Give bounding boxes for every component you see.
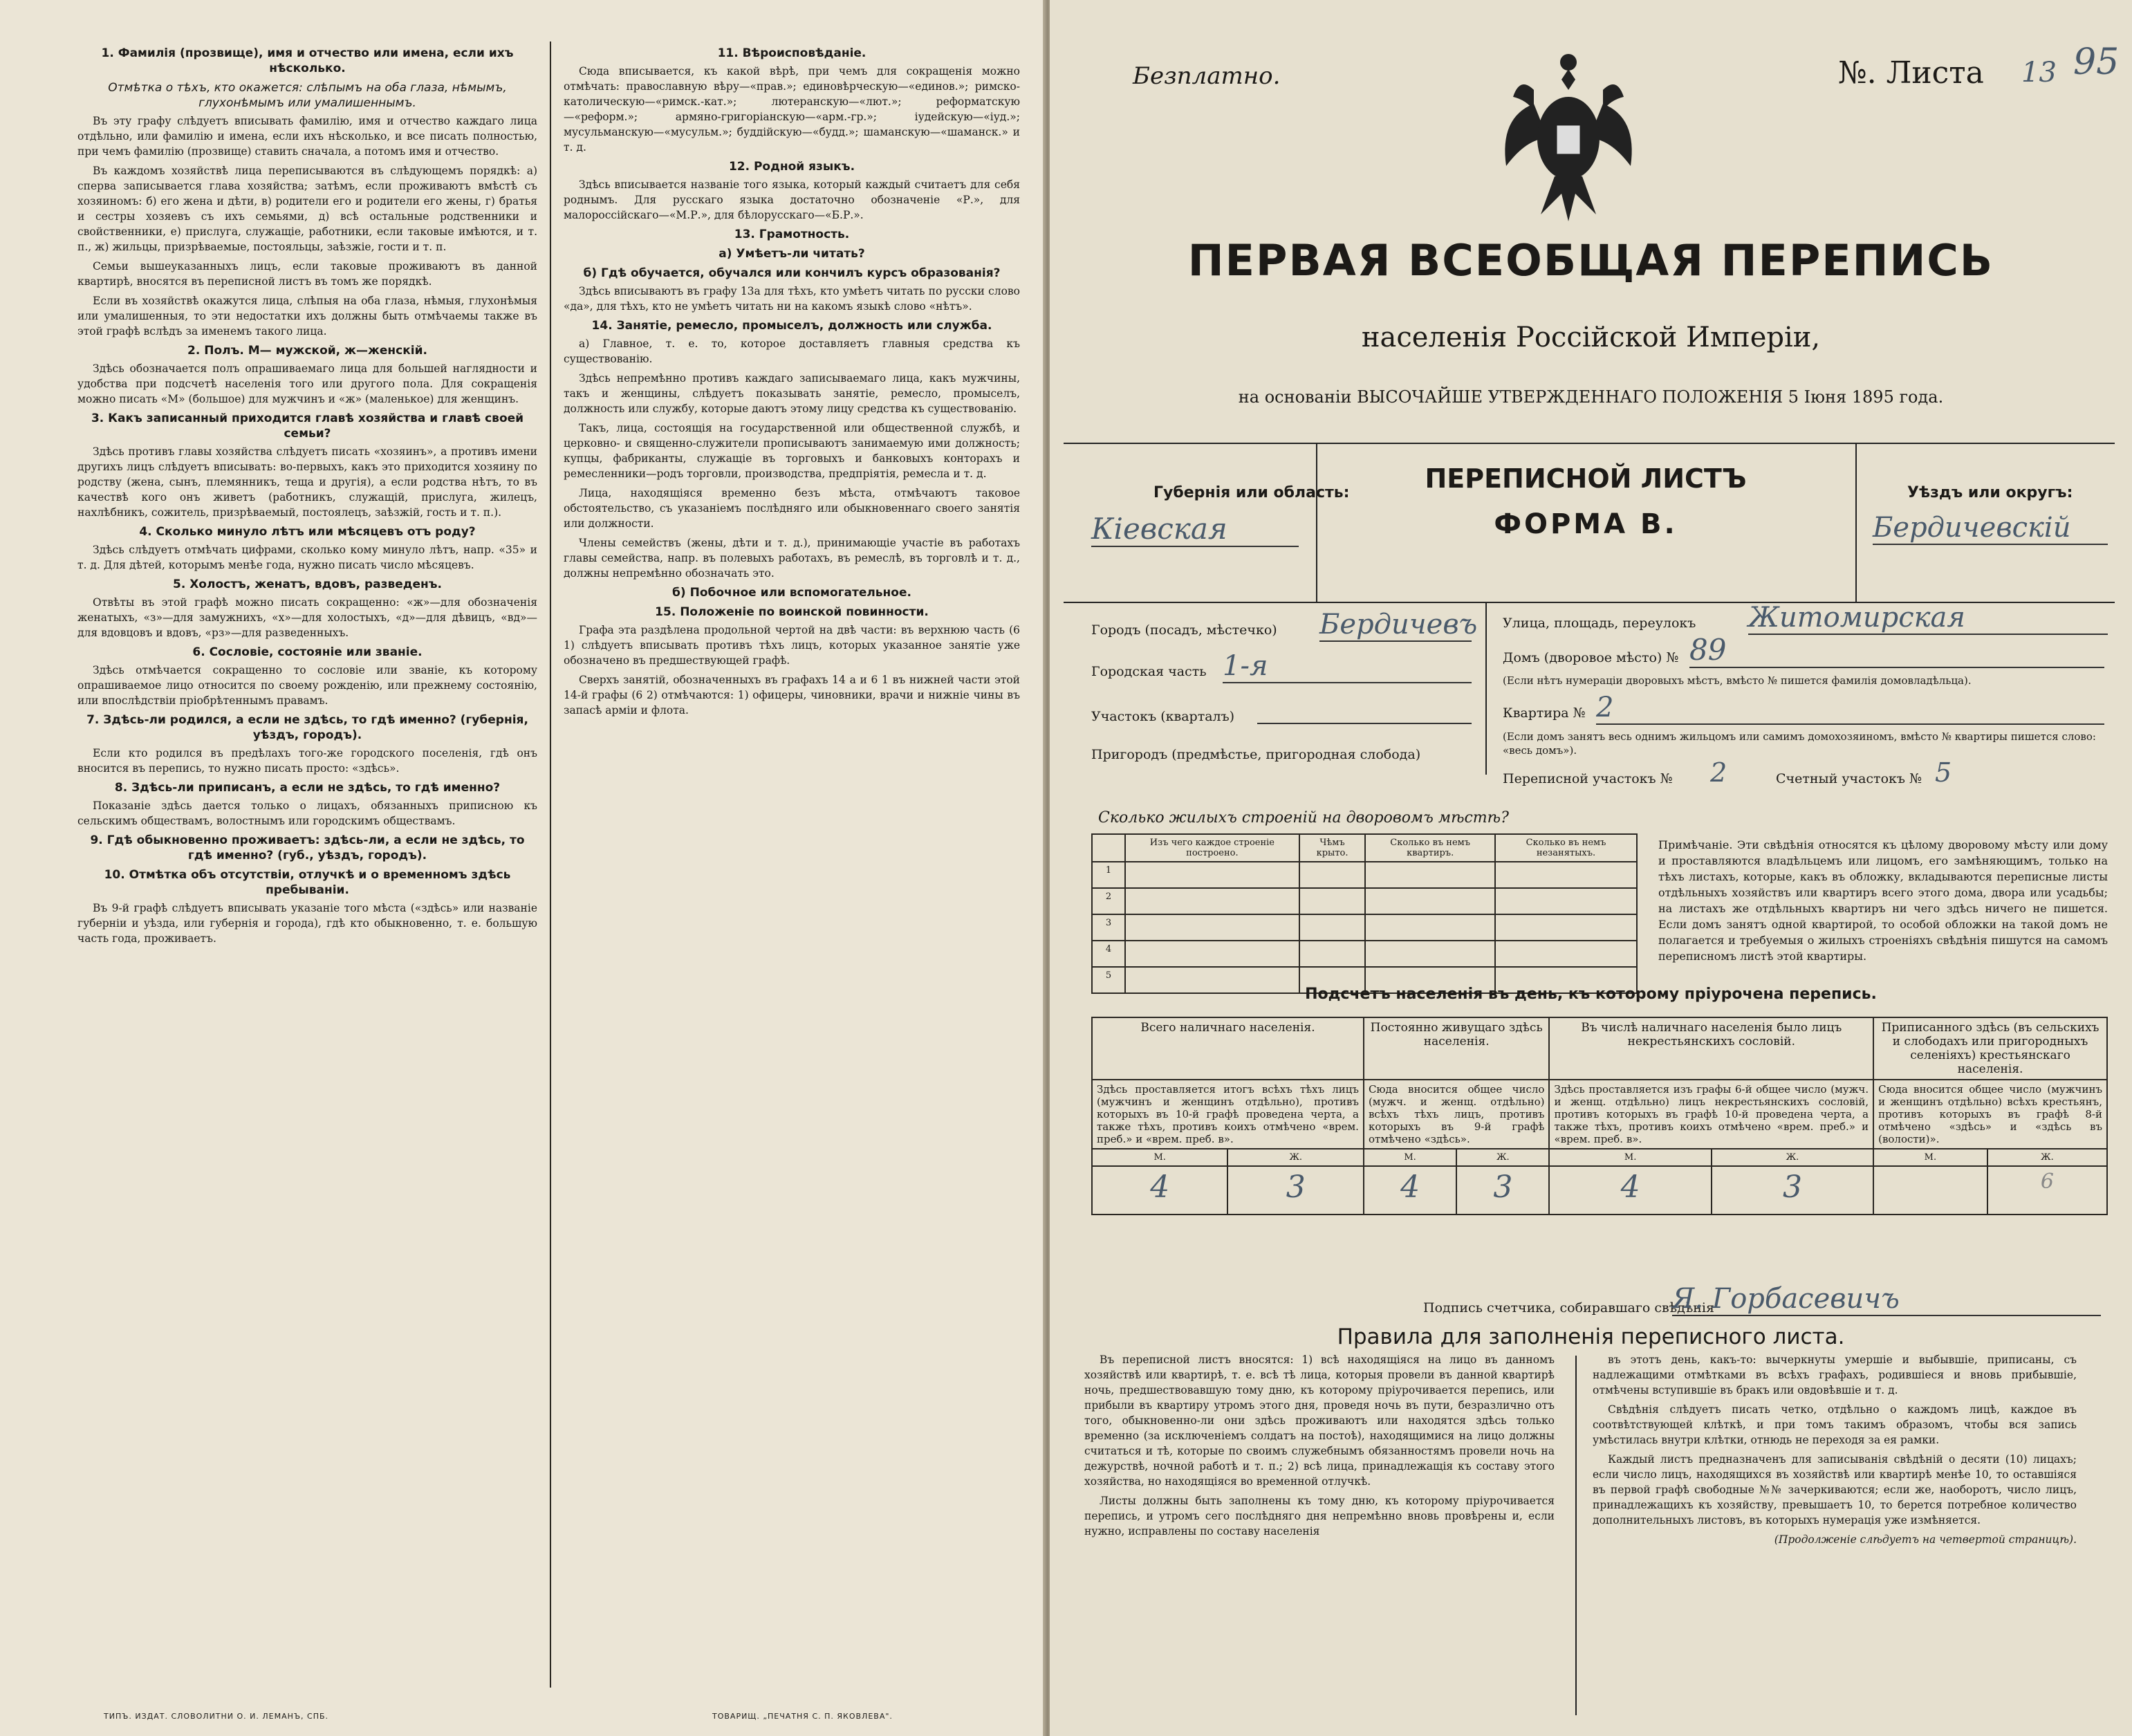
free-label: Безплатно. [1133, 62, 1281, 90]
table-row [1092, 862, 1637, 888]
guberniya-label: Губернія или область: [1153, 484, 1350, 501]
sheet-number-value: 13 [2021, 57, 2057, 89]
count-descr: Здѣсь проставляется изъ графы 6-й общее число (мужч. и женщ. отдѣльно) лицъ некрестьянскихъ сословій, противъ которыхъ въ графѣ 10-й проведена черта, а также тѣхъ, противъ коихъ отмѣчено «врем. преб.» и «врем. преб. в». [1549, 1080, 1873, 1149]
paragraph: Въ эту графу слѣдуетъ вписывать фамилію, имя и отчество каждаго лица отдѣльно, или фамилію и имена, если ихъ нѣсколько, и все писать полностью, при чемъ фамилію (прозвище) ставить сначала, а потомъ имя и отчество. [77, 115, 537, 158]
rules-paragraph: Каждый листъ предназначенъ для записыванія свѣдѣній о десяти (10) лицахъ; если число лицъ, находящихся въ хозяйствѣ или квартирѣ менѣе 10, то оставшіяся въ первой графѣ свободные №№ зачеркиваются; если же, наоборотъ, число лицъ, принадлежащихъ къ хозяйству, превышаетъ 10, то берется потребное количество дополнительныхъ листовъ, въ которыхъ нумерація уже измѣняется. [1593, 1453, 2077, 1526]
paragraph: Если въ хозяйствѣ окажутся лица, слѣпыя на оба глаза, нѣмыя, глухонѣмыя или умалишенныя, то эти недостатки ихъ должны быть отмѣчаемы также въ этой графѣ вслѣдъ за именемъ такого лица. [77, 295, 537, 338]
heading-14: 14. Занятіе, ремесло, промыселъ, должность или служба. [591, 319, 992, 333]
kvartira-value: 2 [1596, 692, 2104, 725]
perepisnoy-uchastok-value: 2 [1710, 757, 1727, 788]
count-descr: Здѣсь проставляется итогъ всѣхъ тѣхъ лицъ (мужчинъ и женщинъ отдѣльно), противъ которыхъ въ 10-й графѣ проведена черта, а также тѣхъ, противъ коихъ отмѣчено «врем. преб.» и «врем. преб. в». [1092, 1080, 1364, 1149]
sex-header: Ж. [1456, 1149, 1549, 1166]
buildings-question: Сколько жилыхъ строеній на дворовомъ мѣстѣ? [1098, 809, 1509, 827]
sex-header: М. [1092, 1149, 1227, 1166]
right-page [1050, 0, 2132, 1736]
dom-note: (Если нѣтъ нумераціи дворовыхъ мѣстъ, вмѣсто № пишется фамилія домовладѣльца). [1503, 674, 1972, 687]
paragraph: Здѣсь обозначается полъ опрашиваемаго лица для большей наглядности и удобства при подсчетѣ населенія того или другого пола. Для сокращенія можно писать «М» (большое) для мужчинъ и «ж» (маленькое) для женщинъ. [77, 362, 537, 405]
sex-header: М. [1364, 1149, 1456, 1166]
uchastok-value [1257, 723, 1472, 724]
divider [1575, 1356, 1577, 1715]
printer-mark-left: ТИПЪ. ИЗДАТ. СЛОВОЛИТНИ О. И. ЛЕМАНЪ, СПБ. [104, 1712, 329, 1721]
prigorod-label: Пригородъ (предмѣстье, пригородная слобода) [1091, 747, 1421, 762]
count-value: 3 [1712, 1166, 1873, 1215]
heading-5: 5. Холостъ, женатъ, вдовъ, разведенъ. [173, 578, 442, 591]
paragraph: Здѣсь вписывается названіе того языка, который каждый считаетъ для себя роднымъ. Для русскаго языка достаточно обозначеніе «Р.», для малороссійскаго—«М.Р.», для бѣлорусскаго—«Б.Р.». [564, 178, 1020, 221]
rules-column-1 [1084, 1352, 1555, 1543]
sex-header: Ж. [1987, 1149, 2107, 1166]
left-column-1 [77, 41, 537, 1688]
count-descr: Сюда вносится общее число (мужчинъ и женщинъ отдѣльно) всѣхъ крестьянъ, противъ которыхъ въ графѣ 8-й отмѣчено «здѣсь» и «здѣсь въ (волости)». [1873, 1080, 2107, 1149]
population-count-table [1091, 1017, 2108, 1215]
form-type: ФОРМА В. [1494, 508, 1678, 540]
rules-title: Правила для заполненія переписного листа. [1337, 1324, 1845, 1349]
guberniya-value: Кіевская [1091, 512, 1299, 547]
paragraph: Показаніе здѣсь дается только о лицахъ, обязанныхъ приписною къ сельскимъ обществамъ, волостнымъ или городскимъ обществамъ. [77, 800, 537, 827]
heading-4: 4. Сколько минуло лѣтъ или мѣсяцевъ отъ роду? [139, 525, 476, 539]
table-row [1092, 888, 1637, 914]
count-title: Подсчетъ населенія въ день, къ которому пріурочена перепись. [1305, 986, 1877, 1003]
count-value [1873, 1166, 1987, 1215]
kvartira-label: Квартира № [1503, 705, 1586, 721]
bld-header-material: Изъ чего каждое строеніе построено. [1125, 834, 1299, 862]
buildings-note: Примѣчаніе. Эти свѣдѣнія относятся къ цѣлому дворовому мѣсту или дому и проставляются владѣльцемъ или лицомъ, его замѣняющимъ, только на тѣхъ листахъ, которые, какъ въ обложку, вкладываются переписные листы отдѣльныхъ хозяйствъ или квартиръ всего этого дома, двора или усадьбы; на листахъ же отдѣльныхъ квартиръ ни чего здѣсь ничего не пишется. Если домъ занятъ одной квартирой, то особой обложки на такой домъ не полагается и требуемыя о жилыхъ строеніяхъ свѣдѣнія пишутся на самомъ переписномъ листѣ этой квартиры. [1658, 838, 2108, 963]
bld-header-apartments: Сколько въ немъ квартиръ. [1365, 834, 1495, 862]
paragraph: Если кто родился въ предѣлахъ того-же городского поселенія, гдѣ онъ вносится въ перепись, то нужно писать просто: «здѣсь». [77, 747, 537, 775]
dom-label: Домъ (дворовое мѣсто) № [1503, 650, 1679, 665]
paragraph: Члены семействъ (жены, дѣти и т. д.), принимающіе участіе въ работахъ главы семейства, напр. въ полевыхъ работахъ, въ ремеслѣ, въ торговлѣ и т. д., должны непремѣнно обозначать это. [564, 537, 1020, 580]
gorod-label: Городъ (посадъ, мѣстечко) [1091, 622, 1277, 638]
sex-header: Ж. [1227, 1149, 1363, 1166]
paragraph: Въ каждомъ хозяйствѣ лица переписываются въ слѣдующемъ порядкѣ: а) сперва записывается глава хозяйства; затѣмъ, если проживаютъ вмѣстѣ съ хозяиномъ: б) его жена и дѣти, в) родители его и родители его жены, г) братья и сестры хозяевъ съ ихъ семьями, д) всѣ остальные родственники и свойственники, е) прислуга, служащіе, работники, если таковые имѣются, и т. п., ж) жильцы, призрѣваемые, постояльцы, заѣзжіе, гости и т. п. [77, 165, 537, 253]
heading-1-sub: Отмѣтка о тѣхъ, кто окажется: слѣпымъ на оба глаза, нѣмымъ, глухонѣмымъ или умалишеннымъ. [108, 81, 507, 110]
rules-paragraph: Листы должны быть заполнены къ тому дню, къ которому пріурочивается перепись, и утромъ сего послѣдняго дня непремѣнно вновь провѣрены и, если нужно, исправлены по составу населенія [1084, 1495, 1555, 1538]
schetny-uchastok-value: 5 [1935, 757, 1952, 788]
heading-6: 6. Сословіе, состояніе или званіе. [192, 645, 423, 659]
heading-13b: б) Гдѣ обучается, обучался или кончилъ курсъ образованія? [583, 266, 1001, 280]
table-row [1092, 941, 1637, 967]
row-number: 2 [1092, 888, 1125, 914]
row-number: 5 [1092, 967, 1125, 993]
heading-15: 15. Положеніе по воинской повинности. [655, 605, 929, 619]
heading-12: 12. Родной языкъ. [728, 160, 855, 174]
archive-number: 95 [2073, 41, 2120, 83]
paragraph: а) Главное, т. е. то, которое доставляетъ главныя средства къ существованію. [564, 338, 1020, 365]
buildings-table [1091, 833, 1638, 994]
sheet-number-label: №. Листа [1838, 55, 1984, 91]
census-title: ПЕРВАЯ ВСЕОБЩАЯ ПЕРЕПИСЬ [1187, 235, 1994, 286]
count-header-nonpeasant: Въ числѣ наличнаго населенія было лицъ некрестьянскихъ сословій. [1549, 1017, 1873, 1080]
form-title: ПЕРЕПИСНОЙ ЛИСТЪ [1425, 463, 1747, 494]
schetny-uchastok-label: Счетный участокъ № [1776, 771, 1922, 786]
chast-label: Городская часть [1091, 664, 1207, 679]
row-number: 4 [1092, 941, 1125, 967]
count-header-resident: Постоянно живущаго здѣсь населенія. [1364, 1017, 1550, 1080]
census-subtitle: населенія Россійской Имперіи, [1361, 322, 1821, 353]
heading-13a: а) Умѣетъ-ли читать? [719, 247, 865, 261]
paragraph: Здѣсь вписываютъ въ графу 13а для тѣхъ, кто умѣетъ читать по русски слово «да», для тѣхъ, кто не умѣетъ читать ни на какомъ языкѣ слово «нѣтъ». [564, 285, 1020, 313]
paragraph: Здѣсь слѣдуетъ отмѣчать цифрами, сколько кому минуло лѣтъ, напр. «35» и т. д. Для дѣтей, которымъ менѣе года, нужно писать число мѣсяцевъ. [77, 544, 537, 571]
left-page [0, 0, 1044, 1736]
heading-13: 13. Грамотность. [734, 228, 850, 241]
paragraph: Такъ, лица, состоящія на государственной или общественной службѣ, и церковно- и священно-служители прописываютъ занимаемую ими должность; купцы, фабриканты, служащіе въ торговыхъ и банковыхъ конторахъ и ремесленники—родъ торговли, производства, предпріятія, ремесла и т. д. [564, 422, 1020, 480]
count-value: 3 [1227, 1166, 1363, 1215]
signature-label: Подпись счетчика, собиравшаго свѣдѣнія [1423, 1300, 1714, 1315]
heading-2: 2. Полъ. М— мужской, ж—женскій. [187, 344, 427, 358]
count-descr: Сюда вносится общее число (мужч. и женщ. отдѣльно) всѣхъ тѣхъ лицъ, противъ которыхъ въ 9-й графѣ отмѣчено «здѣсь». [1364, 1080, 1550, 1149]
imperial-eagle-icon [1492, 48, 1644, 228]
sex-header: Ж. [1712, 1149, 1873, 1166]
rules-column-2 [1593, 1352, 2077, 1551]
paragraph: Сверхъ занятій, обозначенныхъ въ графахъ 14 а и 6 1 въ нижней части этой 14-й графы (6 2) отмѣчаются: 1) офицеры, чиновники, врачи и нижніе чины въ запасѣ арміи и флота. [564, 674, 1020, 717]
bld-header-roof: Чѣмъ крыто. [1299, 834, 1366, 862]
paragraph: Здѣсь отмѣчается сокращенно то сословіе или званіе, къ которому опрашиваемое лицо относится по своему рожденію, или прежнему состоянію, или впослѣдствіи пріобрѣтеннымъ правамъ. [77, 664, 537, 707]
rules-paragraph: Въ переписной листъ вносятся: 1) всѣ находящіяся на лицо въ данномъ хозяйствѣ или квартирѣ, т. е. всѣ тѣ лица, которыя провели въ данной квартирѣ ночь, предшествовавшую тому дню, къ которому пріурочивается перепись, или прибыли въ квартиру утромъ этого дня, проведя ночь въ пути, безразлично отъ того, обыкновенно-ли они здѣсь проживаютъ или находятся здѣсь только временно (за исключеніемъ солдатъ на постоѣ), находящимися на лицо должны считаться и тѣ, которые по своимъ служебнымъ обязанностямъ провели ночь на дежурствѣ, ночной работѣ и т. п.; 2) всѣ лица, принадлежащія къ составу этого хозяйства, но находящіяся во временной отлучкѣ. [1084, 1354, 1555, 1488]
bld-header-vacant: Сколько въ немъ незанятыхъ. [1495, 834, 1637, 862]
ulitsa-value: Житомирская [1748, 602, 2108, 635]
paragraph: Отвѣты въ этой графѣ можно писать сокращенно: «ж»—для обозначенія женатыхъ, «з»—для замужнихъ, «х»—для холостыхъ, «д»—для дѣвицъ, «вд»—для вдовцовъ и вдовъ, «рз»—для разведенныхъ. [77, 596, 537, 639]
count-value: 3 [1456, 1166, 1549, 1215]
count-header-total: Всего наличнаго населенія. [1092, 1017, 1364, 1080]
census-basis: на основаніи ВЫСОЧАЙШЕ УТВЕРЖДЕННАГО ПОЛОЖЕНІЯ 5 Іюня 1895 года. [1238, 387, 1944, 407]
kvartira-note: (Если домъ занятъ весь однимъ жильцомъ или самимъ домохозяиномъ, вмѣсто № квартиры пишется слово: «весь домъ»). [1503, 730, 2096, 757]
heading-10: 10. Отмѣтка объ отсутствіи, отлучкѣ и о временномъ здѣсь пребываніи. [104, 868, 511, 897]
rules-continued: (Продолженіе слѣдуетъ на четвертой страницѣ). [1774, 1533, 2077, 1546]
row-number: 1 [1092, 862, 1125, 888]
count-value: 4 [1364, 1166, 1456, 1215]
paragraph: Семьи вышеуказанныхъ лицъ, если таковые проживаютъ въ данной квартирѣ, вносятся въ переписной листъ въ томъ же порядкѣ. [77, 260, 537, 288]
heading-7: 7. Здѣсь-ли родился, а если не здѣсь, то гдѣ именно? (губернія, уѣздъ, городъ). [86, 713, 528, 742]
count-value: 4 [1549, 1166, 1711, 1215]
heading-1: 1. Фамилія (прозвище), имя и отчество или имена, если ихъ нѣсколько. [101, 46, 514, 75]
heading-9: 9. Гдѣ обыкновенно проживаетъ: здѣсь-ли, а если не здѣсь, то гдѣ именно? (губ., уѣздъ, городъ). [90, 833, 525, 862]
heading-3: 3. Какъ записанный приходится главѣ хозяйства и главѣ своей семьи? [91, 412, 524, 441]
paragraph: Графа эта раздѣлена продольной чертой на двѣ части: въ верхнюю часть (6 1) слѣдуетъ вписывать противъ тѣхъ лицъ, которых указанное занятіе уже обозначено въ предшествующей графѣ. [564, 624, 1020, 667]
heading-14b: б) Побочное или вспомогательное. [672, 586, 911, 600]
paragraph: Здѣсь непремѣнно противъ каждаго записываемаго лица, какъ мужчины, такъ и женщины, слѣдуетъ показывать занятіе, ремесло, промыселъ, должность или службу, которые даютъ этому лицу средства къ существованію. [564, 372, 1020, 415]
dom-value: 89 [1689, 633, 2104, 668]
chast-value: 1-я [1223, 650, 1472, 683]
divider [1855, 443, 1857, 602]
ulitsa-label: Улица, площадь, переулокъ [1503, 616, 1696, 631]
left-column-2 [564, 41, 1020, 1688]
heading-11: 11. Вѣроисповѣданіе. [717, 46, 866, 60]
count-value: 6 [1987, 1166, 2107, 1215]
paragraph: Лица, находящіяся временно безъ мѣста, отмѣчаютъ таковое обстоятельство, съ указаніемъ послѣдняго или обыкновеннаго своего занятія или должности. [564, 487, 1020, 530]
divider [1064, 443, 2115, 444]
paragraph: Сюда вписывается, къ какой вѣрѣ, при чемъ для сокращенія можно отмѣчать: православную вѣру—«прав.»; единовѣрческую—«единов.»; римско-католическую—«римск.-кат.»; лютеранскую—«лют.»; реформатскую—«реформ.»; армяно-григоріанскую—«арм.-гр.»; іудейскую—«іуд.»; мусульманскую—«мусульм.»; буддійскую—«будд.»; шаманскую—«шаманск.» и т. д. [564, 65, 1020, 154]
count-value: 4 [1092, 1166, 1227, 1215]
printer-mark-right: ТОВАРИЩ. „ПЕЧАТНЯ С. П. ЯКОВЛЕВА". [712, 1712, 893, 1721]
rules-paragraph: Свѣдѣнія слѣдуетъ писать четко, отдѣльно о каждомъ лицѣ, каждое въ соотвѣтствующей клѣткѣ, и при томъ такимъ образомъ, чтобы вся запись умѣстилась внутри клѣтки, отнюдь не переходя за ея рамки. [1593, 1403, 2077, 1446]
signature-value: Я. Горбасевичъ [1672, 1283, 2101, 1316]
gorod-value: Бердичевъ [1319, 609, 1478, 640]
uezd-value: Бердичевскій [1873, 512, 2108, 545]
perepisnoy-uchastok-label: Переписной участокъ № [1503, 771, 1673, 786]
sex-header: М. [1873, 1149, 1987, 1166]
paragraph: Въ 9-й графѣ слѣдуетъ вписывать указаніе того мѣста («здѣсь» или названіе губерніи и уѣзда, или губернія и города), гдѣ кто обыкновенно, т. е. большую часть года, проживаетъ. [77, 902, 537, 945]
count-header-peasant: Приписанного здѣсь (въ сельскихъ и слободахъ или пригородныхъ селеніяхъ) крестьянскаго населенія. [1873, 1017, 2107, 1080]
heading-8: 8. Здѣсь-ли приписанъ, а если не здѣсь, то гдѣ именно? [114, 781, 501, 795]
sex-header: М. [1549, 1149, 1711, 1166]
paragraph: Здѣсь противъ главы хозяйства слѣдуетъ писать «хозяинъ», а противъ имени другихъ лицъ слѣдуетъ вписывать: во-первыхъ, какъ это приходится хозяину по родству (жена, сынъ, племянникъ, теща и другія), а если родства нѣтъ, то въ качествѣ кого онъ живетъ (работникъ, служащій, прислуга, жилецъ, нахлѣбникъ, сожитель, призрѣваемый, постоялецъ, заѣзжій, гость и т. п.). [77, 445, 537, 519]
rules-paragraph: въ этотъ день, какъ-то: вычеркнуты умершіе и выбывшіе, приписаны, съ надлежащими отмѣтками въ всѣхъ графахъ, родившіеся и вновь прибывшіе, отмѣчены вступившіе въ бракъ или овдовѣвшіе и т. д. [1593, 1354, 2077, 1396]
column-divider [550, 41, 551, 1688]
uezd-label: Уѣздъ или округъ: [1907, 484, 2073, 501]
uchastok-label: Участокъ (кварталъ) [1091, 709, 1235, 724]
divider [1485, 602, 1487, 775]
table-row [1092, 914, 1637, 941]
row-number: 3 [1092, 914, 1125, 941]
